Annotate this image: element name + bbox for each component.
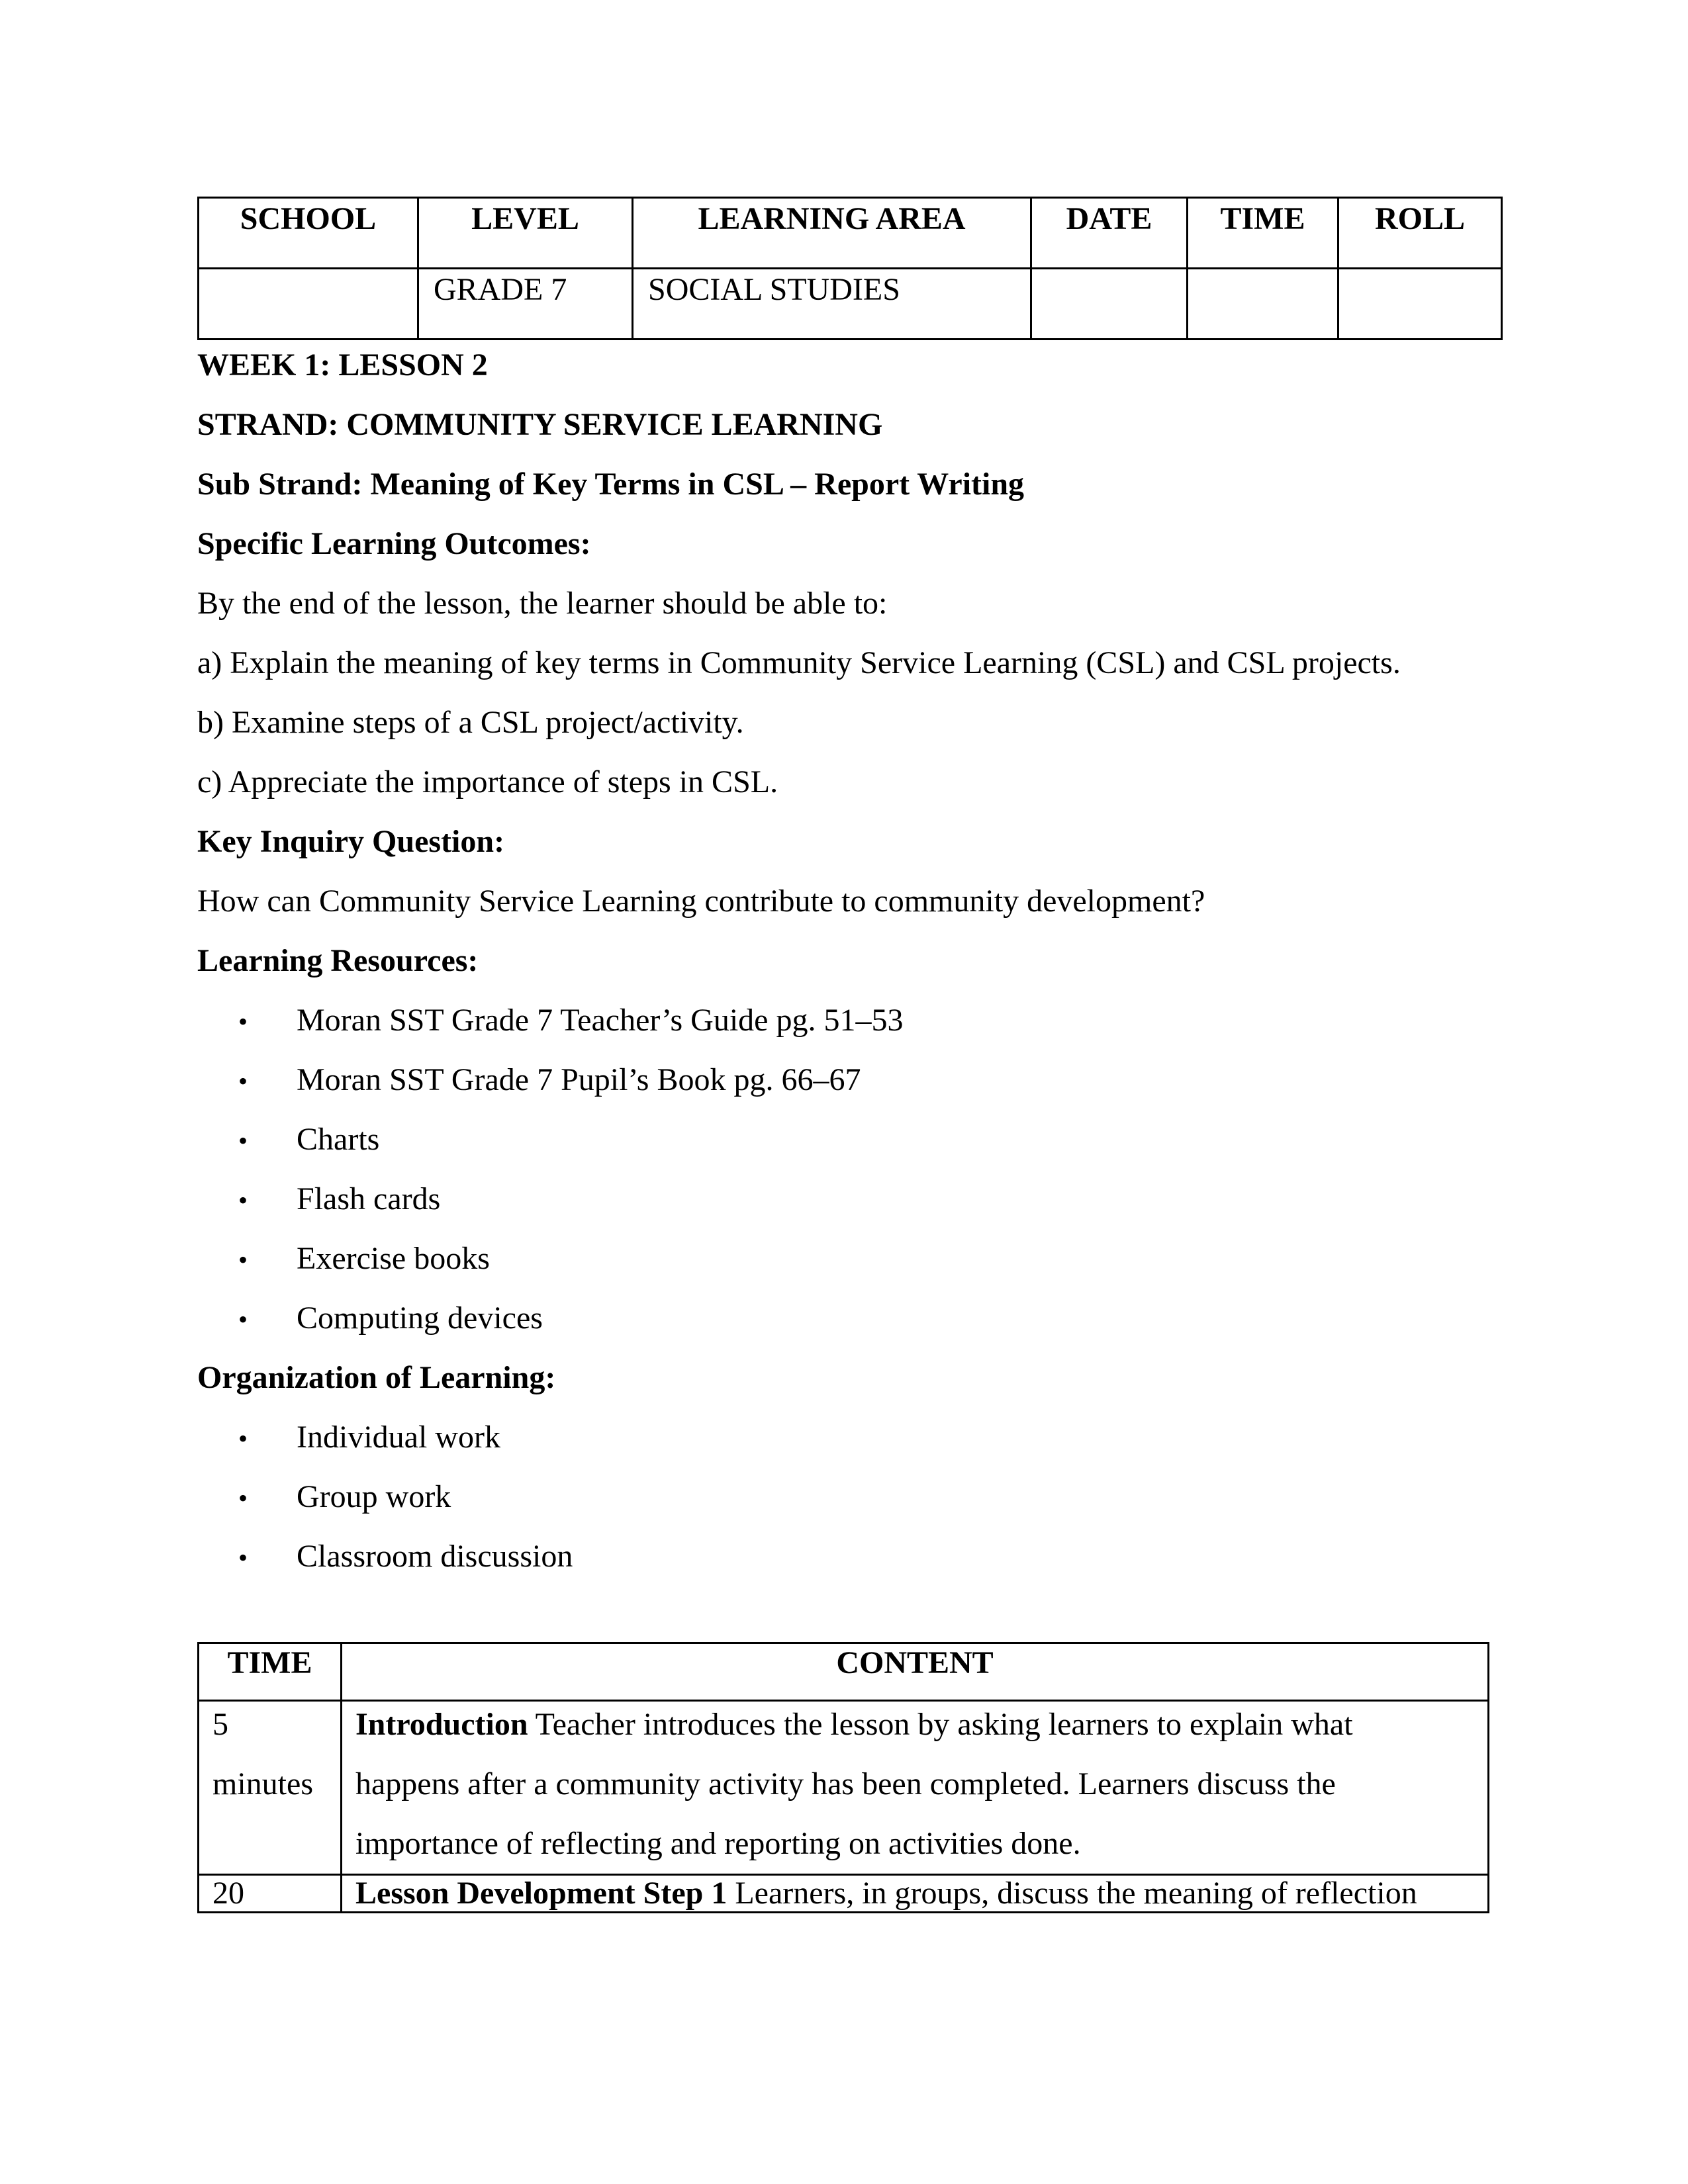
value-school	[199, 269, 418, 340]
outcomes-heading: Specific Learning Outcomes:	[197, 526, 591, 561]
resource-item-label: Moran SST Grade 7 Teacher’s Guide pg. 51–53	[297, 1003, 904, 1038]
resource-item	[238, 1183, 440, 1215]
content-header-time: TIME	[199, 1643, 342, 1701]
bullet-icon: •	[238, 1483, 248, 1513]
resource-item-label: Moran SST Grade 7 Pupil’s Book pg. 66–67	[297, 1062, 861, 1097]
organization-item	[238, 1422, 500, 1453]
row-content-line: importance of reflecting and reporting on activities done.	[355, 1826, 1081, 1861]
lesson-header-table	[197, 197, 1503, 340]
lesson-content-table	[197, 1642, 1489, 1913]
bullet-icon: •	[238, 1304, 248, 1334]
content-table-heading-row	[199, 1643, 1489, 1701]
organization-heading: Organization of Learning:	[197, 1360, 556, 1395]
strand-heading: STRAND: COMMUNITY SERVICE LEARNING	[197, 407, 883, 442]
outcomes-intro: By the end of the lesson, the learner should be able to:	[197, 586, 888, 621]
organization-item-label: Group work	[297, 1479, 451, 1514]
header-time: TIME	[1188, 198, 1338, 269]
value-time	[1188, 269, 1338, 340]
bullet-icon: •	[238, 1424, 248, 1453]
row-content-title: Lesson Development Step 1	[355, 1876, 727, 1911]
row-content-cell	[342, 1875, 1489, 1913]
bullet-icon: •	[238, 1126, 248, 1156]
outcome-item-c: c) Appreciate the importance of steps in CSL.	[197, 764, 778, 799]
bullet-icon: •	[238, 1543, 248, 1572]
row-content-line: happens after a community activity has been completed. Learners discuss the	[355, 1766, 1336, 1801]
organization-item-label: Classroom discussion	[297, 1539, 573, 1574]
header-roll: ROLL	[1338, 198, 1502, 269]
header-table-heading-row	[199, 198, 1502, 269]
sub-strand-heading: Sub Strand: Meaning of Key Terms in CSL – Report Writing	[197, 467, 1025, 502]
resource-item	[238, 1302, 543, 1334]
outcome-item-a: a) Explain the meaning of key terms in Community Service Learning (CSL) and CSL projects.	[197, 645, 1401, 680]
resources-heading: Learning Resources:	[197, 943, 479, 978]
organization-item-label: Individual work	[297, 1420, 500, 1455]
row-time-cell	[199, 1875, 342, 1913]
header-school: SCHOOL	[199, 198, 418, 269]
bullet-icon: •	[238, 1245, 248, 1275]
header-table-value-row	[199, 269, 1502, 340]
row-time-value	[212, 1695, 327, 1814]
bullet-icon: •	[238, 1007, 248, 1036]
bullet-icon: •	[238, 1066, 248, 1096]
resource-item-label: Exercise books	[297, 1241, 490, 1276]
resource-item	[238, 1005, 903, 1036]
header-learning-area: LEARNING AREA	[633, 198, 1031, 269]
value-date	[1031, 269, 1188, 340]
inquiry-heading: Key Inquiry Question:	[197, 824, 505, 859]
resource-item	[238, 1064, 861, 1096]
value-level: GRADE 7	[418, 269, 633, 340]
resource-item-label: Computing devices	[297, 1300, 543, 1336]
row-time-line: minutes	[212, 1766, 313, 1801]
resource-item	[238, 1243, 490, 1275]
outcome-item-b: b) Examine steps of a CSL project/activity.	[197, 705, 744, 740]
header-date: DATE	[1031, 198, 1188, 269]
row-content-text	[355, 1695, 1474, 1874]
row-time-cell	[199, 1701, 342, 1875]
row-time-line: 5	[212, 1707, 228, 1742]
value-learning-area: SOCIAL STUDIES	[633, 269, 1031, 340]
inquiry-question: How can Community Service Learning contribute to community development?	[197, 884, 1205, 919]
week-lesson-heading: WEEK 1: LESSON 2	[197, 347, 488, 383]
row-content-cell	[342, 1701, 1489, 1875]
row-content-title: Introduction	[355, 1707, 528, 1742]
table-row	[199, 1701, 1489, 1875]
organization-item	[238, 1481, 451, 1513]
resource-item-label: Flash cards	[297, 1181, 441, 1216]
header-level: LEVEL	[418, 198, 633, 269]
table-row	[199, 1875, 1489, 1913]
row-content-first-line: Teacher introduces the lesson by asking learners to explain what	[528, 1707, 1353, 1742]
value-roll	[1338, 269, 1502, 340]
bullet-icon: •	[238, 1185, 248, 1215]
organization-item	[238, 1541, 573, 1572]
row-content-first-line: Learners, in groups, discuss the meaning of reflection	[727, 1876, 1417, 1911]
resource-item	[238, 1124, 379, 1156]
resource-item-label: Charts	[297, 1122, 380, 1157]
content-header-content: CONTENT	[342, 1643, 1489, 1701]
row-time-line: 20	[212, 1876, 244, 1911]
